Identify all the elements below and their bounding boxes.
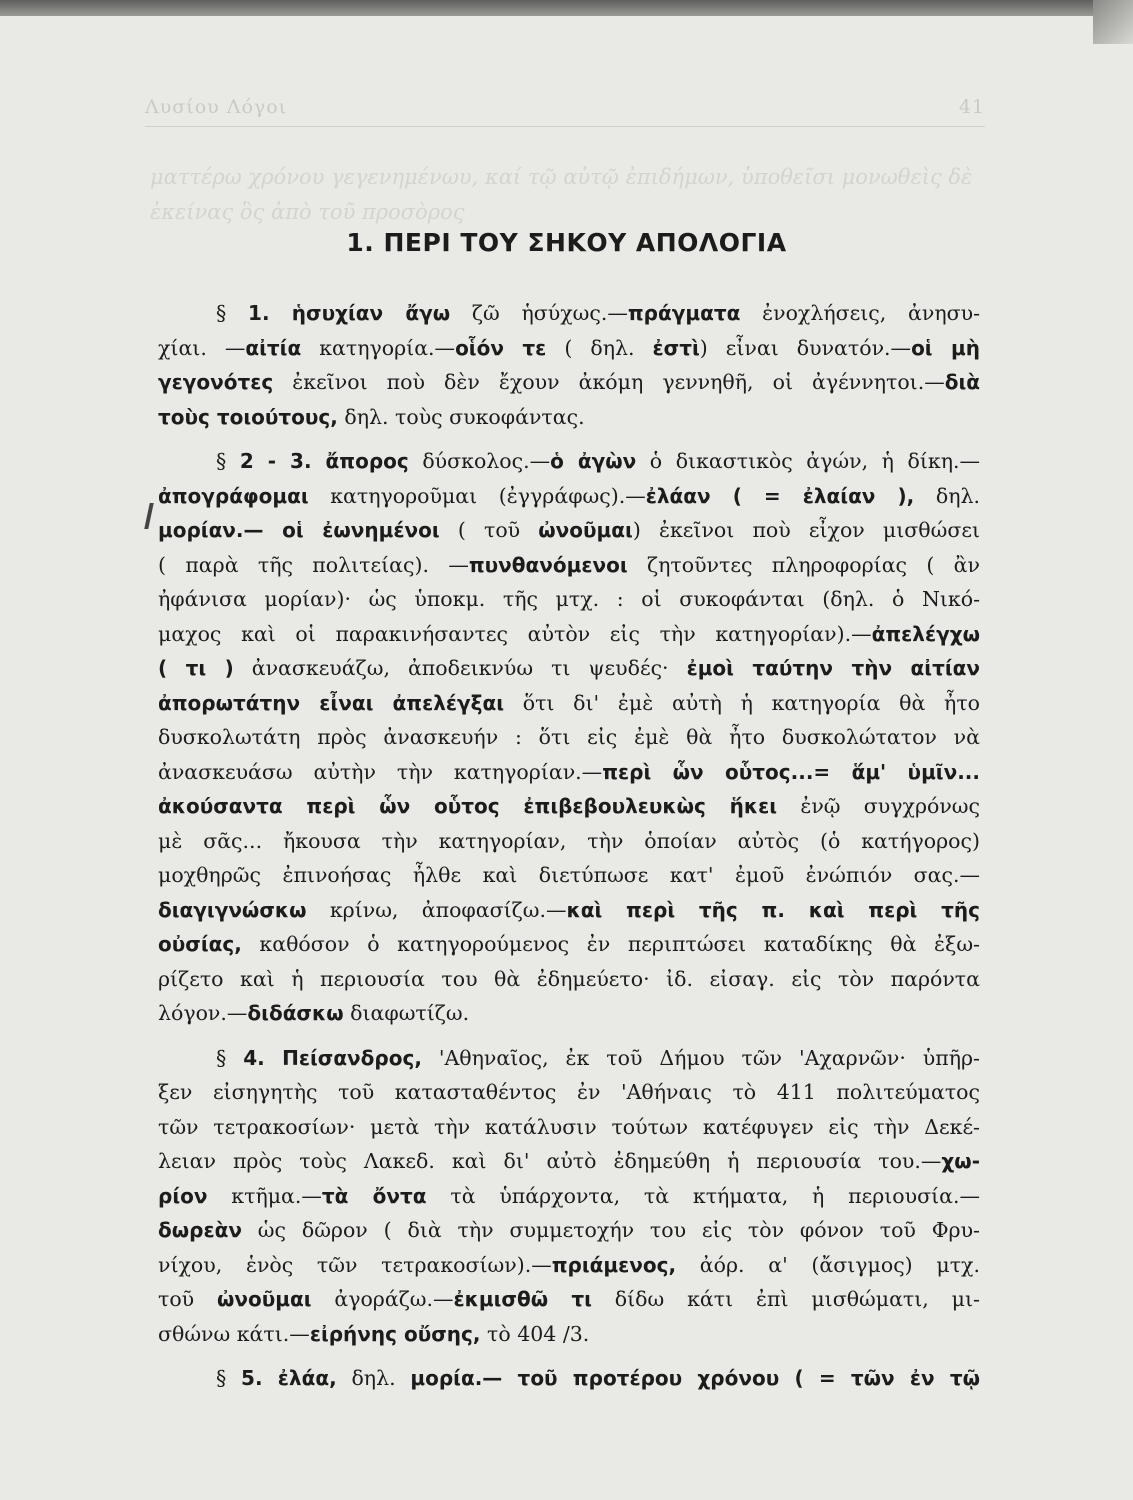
margin-pencil-mark [144, 503, 154, 529]
lemma-term: ἐκμισθῶ τι [453, 1287, 592, 1311]
lemma-term: οἱ μὴ [911, 335, 980, 360]
text-line [158, 996, 980, 1031]
text-line [158, 927, 980, 962]
paragraph-gap [158, 1031, 980, 1041]
text-line [158, 824, 980, 859]
lemma-term: μορία.— τοῦ προτέρου χρόνου ( = τῶν ἐν τῷ [410, 1366, 980, 1390]
plain-text: κατηγορία.— [301, 335, 456, 360]
text-line [158, 1317, 980, 1352]
lemma-term: μορίαν.— οἱ ἐωνημένοι [158, 518, 440, 542]
plain-text: ξεν εἰσηγητὴς τοῦ κατασταθέντος ἐν 'Αθήναις τὸ 411 πολιτεύματος [158, 1080, 980, 1104]
bleed-through-title: Λυσίου Λόγοι [145, 96, 288, 118]
plain-text: σθώνω κάτι.— [158, 1321, 310, 1346]
lemma-term: ρίον [158, 1183, 208, 1208]
plain-text: δηλ. [336, 1366, 411, 1390]
plain-text: ( τοῦ [439, 518, 539, 542]
bleed-through-header [145, 96, 985, 118]
plain-text: ἀνασκευάζω, ἀποδεικνύω τι ψευδές· [233, 656, 687, 680]
lemma-term: τὰ ὄντα [321, 1183, 427, 1208]
text-line [158, 1282, 980, 1317]
lemma-term: χω- [941, 1149, 980, 1173]
text-line [158, 962, 980, 997]
plain-text: ζητοῦντες πληροφορίας ( ἂν [627, 552, 980, 577]
plain-text: § [216, 1366, 242, 1390]
bleed-through-text: ματτέρω χρόνου γεγενημένωυ, καί τῷ αὐτῷ ἐπιδήμων, ὑποθεῖσι μονωθεὶς δὲ ἐκείνας ὃς ἀπὸ τοῦ προσὸρος [150, 165, 973, 224]
text-line [158, 755, 980, 790]
lemma-term: πριάμενος, [551, 1252, 677, 1277]
text-line [158, 686, 980, 721]
lemma-term: διαγιγνώσκω [158, 897, 307, 922]
lemma-term: 1. ἡσυχίαν ἄγω [248, 301, 451, 325]
text-line [158, 513, 980, 548]
text-line [158, 617, 980, 652]
plain-text: μαχος καὶ οἱ παρακινήσαντες αὐτὸν εἰς τὴν κατηγορίαν).— [158, 621, 872, 646]
plain-text: ἀνασκευάσω αὐτὴν τὴν κατηγορίαν.— [158, 759, 603, 784]
text-line [158, 548, 980, 583]
lemma-term: ἀπορωτάτην εἶναι ἀπελέγξαι [158, 690, 505, 715]
lemma-term: τοὺς τοιούτους, [158, 404, 338, 429]
text-line [158, 1075, 980, 1110]
lemma-term: ἐλάαν ( = ἐλαίαν ), [645, 483, 915, 508]
paragraph-gap [158, 434, 980, 444]
plain-text: ( παρὰ τῆς πολιτείας). — [158, 552, 469, 577]
plain-text: δίδω κάτι ἐπὶ μισθώματι, μι- [591, 1287, 980, 1311]
scan-top-edge [0, 0, 1133, 16]
plain-text: κτῆμα.— [207, 1183, 322, 1208]
lemma-term: ( τι ) [158, 656, 234, 680]
plain-text: τὰ ὑπάρχοντα, τὰ κτήματα, ἡ περιουσία.— [426, 1183, 980, 1208]
plain-text: ἐνοχλήσεις, ἀνησυ- [740, 301, 980, 325]
plain-text: καθόσον ὁ κατηγορούμενος ἐν περιπτώσει καταδίκης θὰ ἐξω- [241, 932, 980, 956]
plain-text: ) εἶναι δυνατόν.— [699, 335, 912, 360]
plain-text: λειαν πρὸς τοὺς Λακεδ. καὶ δι' αὐτὸ ἐδημεύθη ἡ περιουσία του.— [158, 1149, 942, 1173]
text-line [158, 1144, 980, 1179]
plain-text: τοῦ [158, 1287, 217, 1311]
plain-text: χίαι. — [158, 335, 246, 360]
plain-text: δηλ. [914, 483, 980, 508]
plain-text: ἐκεῖνοι ποὺ δὲν ἔχουν ἀκόμη γεννηθῆ, οἱ ἀγέννητοι.— [273, 370, 945, 394]
text-line [158, 651, 980, 686]
plain-text: κρίνω, ἀποφασίζω.— [306, 897, 567, 922]
lemma-term: εἰρήνης οὔσης, [309, 1321, 481, 1346]
plain-text: τῶν τετρακοσίων· μετὰ τὴν κατάλυσιν τούτων κατέφυγεν εἰς τὴν Δεκέ- [158, 1114, 980, 1139]
paragraph-gap [158, 1351, 980, 1361]
lemma-term: πυνθανόμενοι [468, 552, 628, 577]
plain-text: ἀόρ. α' (ἄσιγμος) μτχ. [676, 1252, 980, 1277]
commentary-body [158, 296, 980, 1396]
scan-corner-shadow [1093, 0, 1133, 44]
lemma-term: ἀκούσαντα περὶ ὧν οὗτος ἐπιβεβουλευκὼς ἥκει [158, 794, 777, 818]
lemma-term: ἐμοὶ ταύτην τὴν αἰτίαν [686, 656, 980, 680]
plain-text: 'Αθηναῖος, ἐκ τοῦ Δήμου τῶν 'Αχαρνῶν· ὑπῆρ- [421, 1045, 980, 1070]
plain-text: ρίζετο καὶ ἡ περιουσία του θὰ ἐδημεύετο· ἰδ. εἰσαγ. εἰς τὸν παρόντα [158, 966, 980, 991]
plain-text: § [216, 301, 249, 325]
text-line [158, 893, 980, 928]
plain-text: δυσκολωτάτη πρὸς ἀνασκευήν : ὅτι εἰς ἐμὲ θὰ ἦτο δυσκολώτατον νὰ [158, 725, 980, 749]
plain-text: τὸ 404 /3. [480, 1321, 590, 1346]
page-title: 1. ΠΕΡΙ ΤΟΥ ΣΗΚΟΥ ΑΠΟΛΟΓΙΑ [346, 228, 787, 257]
lemma-term: διδάσκω [247, 1001, 344, 1025]
lemma-term: ὠνοῦμαι [217, 1287, 312, 1311]
text-line [158, 858, 980, 893]
plain-text: δηλ. τοὺς συκοφάντας. [337, 404, 585, 429]
text-line [158, 1248, 980, 1283]
text-line [158, 789, 980, 824]
text-line [158, 479, 980, 514]
plain-text: νίχου, ἑνὸς τῶν τετρακοσίων).— [158, 1252, 552, 1277]
lemma-term: πράγματα [627, 301, 741, 325]
lemma-term: οὐσίας, [158, 932, 242, 956]
text-line [158, 331, 980, 366]
plain-text: ) ἐκεῖνοι ποὺ εἶχον μισθώσει [632, 518, 980, 542]
plain-text: ὅτι δι' ἐμὲ αὐτὴ ἡ κατηγορία θὰ ἦτο [504, 690, 980, 715]
lemma-term: αἰτία [245, 335, 302, 360]
plain-text: § [216, 1045, 244, 1070]
plain-text: δύσκολος.— [408, 449, 551, 473]
lemma-term: ἀπελέγχω [871, 621, 980, 646]
plain-text: λόγον.— [158, 1001, 248, 1025]
plain-text: διαφωτίζω. [343, 1001, 470, 1025]
plain-text: ὡς δῶρον ( διὰ τὴν συμμετοχήν του εἰς τὸν φόνον τοῦ Φρυ- [241, 1218, 980, 1242]
lemma-term: οἷόν τε [455, 335, 547, 360]
lemma-term: διὰ [944, 370, 980, 394]
bleed-through-rule [145, 126, 985, 127]
lemma-term: ἀπογράφομαι [158, 483, 309, 508]
lemma-term: καὶ περὶ τῆς π. καὶ περὶ τῆς [566, 897, 980, 922]
bleed-through-page-number: 41 [958, 96, 985, 118]
plain-text: § [216, 449, 240, 473]
plain-text: ( δηλ. [546, 335, 653, 360]
text-line [158, 400, 980, 435]
lemma-term: 4. Πείσανδρος, [243, 1045, 422, 1070]
lemma-term: ὠνοῦμαι [538, 518, 633, 542]
plain-text: μοχθηρῶς ἐπινοήσας ἦλθε καὶ διετύπωσε κατ' ἐμοῦ ἐνώπιόν σας.— [158, 863, 980, 887]
text-line [158, 1041, 980, 1076]
text-line [158, 444, 980, 479]
text-line [158, 1110, 980, 1145]
lemma-term: 2 - 3. ἄπορος [239, 449, 409, 473]
text-line [158, 1213, 980, 1248]
text-line [158, 1361, 980, 1396]
text-line [158, 365, 980, 400]
text-line [158, 296, 980, 331]
plain-text: ζῶ ἡσύχως.— [450, 301, 628, 325]
lemma-term: ἐστὶ [652, 335, 700, 360]
plain-text: μὲ σᾶς... ἤκουσα τὴν κατηγορίαν, τὴν ὁποίαν αὐτὸς (ὁ κατήγορος) [158, 828, 980, 853]
text-line [158, 582, 980, 617]
lemma-term: γεγονότες [158, 370, 274, 394]
plain-text: ἀγοράζω.— [311, 1287, 454, 1311]
plain-text: κατηγοροῦμαι (ἐγγράφως).— [308, 483, 646, 508]
text-line [158, 720, 980, 755]
plain-text: ὁ δικαστικὸς ἀγών, ἡ δίκη.— [636, 449, 980, 473]
text-line [158, 1179, 980, 1214]
lemma-term: 5. ἐλάα, [241, 1366, 337, 1390]
plain-text: ἠφάνισα μορίαν)· ὡς ὑποκμ. τῆς μτχ. : οἱ συκοφάνται (δηλ. ὁ Νικό- [158, 587, 980, 611]
lemma-term: περὶ ὧν οὗτος...= ἅμ' ὑμῖν... [602, 759, 980, 784]
lemma-term: ὁ ἀγὼν [550, 449, 637, 473]
lemma-term: δωρεὰν [158, 1218, 242, 1242]
plain-text: ἐνῷ συγχρόνως [777, 794, 980, 818]
